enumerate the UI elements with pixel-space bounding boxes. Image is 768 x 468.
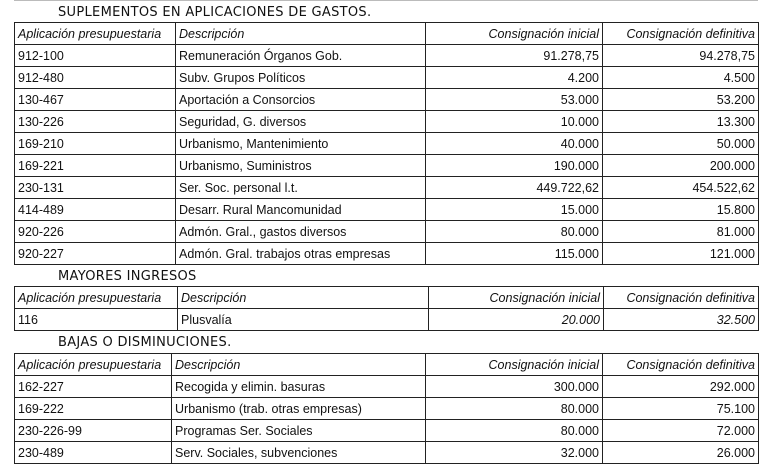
header-consignacion-inicial: Consignación inicial	[426, 23, 603, 45]
cell-aplicacion: 912-480	[15, 67, 176, 89]
cell-consignacion-inicial: 20.000	[429, 309, 604, 331]
cell-descripcion: Urbanismo (trab. otras empresas)	[172, 398, 426, 420]
cell-consignacion-definitiva: 81.000	[603, 221, 759, 243]
section-title-mayores-ingresos: MAYORES INGRESOS	[58, 269, 197, 284]
cell-consignacion-definitiva: 4.500	[603, 67, 759, 89]
cell-consignacion-definitiva: 75.100	[603, 398, 759, 420]
cell-aplicacion: 230-489	[15, 442, 172, 464]
cell-consignacion-definitiva: 15.800	[603, 199, 759, 221]
cell-descripcion: Aportación a Consorcios	[176, 89, 426, 111]
section-title-suplementos: SUPLEMENTOS EN APLICACIONES DE GASTOS.	[58, 5, 372, 20]
header-descripcion: Descripción	[172, 354, 426, 376]
cell-consignacion-definitiva: 13.300	[603, 111, 759, 133]
header-aplicacion: Aplicación presupuestaria	[15, 354, 172, 376]
table-row	[15, 420, 759, 442]
cell-consignacion-definitiva: 94.278,75	[603, 45, 759, 67]
table-mayores-ingresos	[14, 286, 759, 331]
cell-consignacion-definitiva: 53.200	[603, 89, 759, 111]
cell-descripcion: Recogida y elimin. basuras	[172, 376, 426, 398]
top-rule	[14, 0, 758, 1]
cell-descripcion: Admón. Gral. trabajos otras empresas	[176, 243, 426, 265]
cell-descripcion: Ser. Soc. personal l.t.	[176, 177, 426, 199]
cell-aplicacion: 230-226-99	[15, 420, 172, 442]
cell-aplicacion: 116	[15, 309, 178, 331]
cell-aplicacion: 414-489	[15, 199, 176, 221]
header-aplicacion: Aplicación presupuestaria	[15, 23, 176, 45]
table-row	[15, 243, 759, 265]
header-descripcion: Descripción	[178, 287, 429, 309]
table-row	[15, 111, 759, 133]
cell-aplicacion: 130-226	[15, 111, 176, 133]
cell-aplicacion: 162-227	[15, 376, 172, 398]
header-aplicacion: Aplicación presupuestaria	[15, 287, 178, 309]
header-consignacion-inicial: Consignación inicial	[426, 354, 603, 376]
cell-consignacion-definitiva: 50.000	[603, 133, 759, 155]
header-consignacion-definitiva: Consignación definitiva	[603, 354, 759, 376]
header-consignacion-inicial: Consignación inicial	[429, 287, 604, 309]
header-consignacion-definitiva: Consignación definitiva	[604, 287, 759, 309]
cell-consignacion-inicial: 115.000	[426, 243, 603, 265]
cell-consignacion-definitiva: 32.500	[604, 309, 759, 331]
cell-descripcion: Urbanismo, Suministros	[176, 155, 426, 177]
table-header-row	[15, 23, 759, 45]
cell-consignacion-inicial: 40.000	[426, 133, 603, 155]
cell-consignacion-definitiva: 26.000	[603, 442, 759, 464]
table-row	[15, 45, 759, 67]
table-row	[15, 133, 759, 155]
table-row	[15, 177, 759, 199]
table-row	[15, 199, 759, 221]
cell-consignacion-definitiva: 72.000	[603, 420, 759, 442]
section-title-bajas: BAJAS O DISMINUCIONES.	[58, 335, 232, 350]
table-bajas	[14, 353, 759, 464]
cell-consignacion-inicial: 4.200	[426, 67, 603, 89]
cell-aplicacion: 169-221	[15, 155, 176, 177]
cell-descripcion: Subv. Grupos Políticos	[176, 67, 426, 89]
cell-consignacion-inicial: 53.000	[426, 89, 603, 111]
cell-aplicacion: 230-131	[15, 177, 176, 199]
table-row	[15, 155, 759, 177]
cell-consignacion-inicial: 80.000	[426, 420, 603, 442]
cell-consignacion-definitiva: 121.000	[603, 243, 759, 265]
cell-aplicacion: 912-100	[15, 45, 176, 67]
cell-aplicacion: 169-210	[15, 133, 176, 155]
cell-descripcion: Admón. Gral., gastos diversos	[176, 221, 426, 243]
cell-consignacion-inicial: 15.000	[426, 199, 603, 221]
cell-consignacion-definitiva: 200.000	[603, 155, 759, 177]
cell-aplicacion: 130-467	[15, 89, 176, 111]
cell-descripcion: Seguridad, G. diversos	[176, 111, 426, 133]
cell-consignacion-inicial: 91.278,75	[426, 45, 603, 67]
cell-descripcion: Programas Ser. Sociales	[172, 420, 426, 442]
cell-consignacion-inicial: 190.000	[426, 155, 603, 177]
cell-aplicacion: 169-222	[15, 398, 172, 420]
table-row	[15, 398, 759, 420]
cell-consignacion-inicial: 449.722,62	[426, 177, 603, 199]
cell-consignacion-definitiva: 292.000	[603, 376, 759, 398]
cell-descripcion: Desarr. Rural Mancomunidad	[176, 199, 426, 221]
table-row	[15, 442, 759, 464]
cell-descripcion: Urbanismo, Mantenimiento	[176, 133, 426, 155]
cell-consignacion-definitiva: 454.522,62	[603, 177, 759, 199]
table-row	[15, 376, 759, 398]
table-row	[15, 309, 759, 331]
cell-consignacion-inicial: 10.000	[426, 111, 603, 133]
header-descripcion: Descripción	[176, 23, 426, 45]
table-header-row	[15, 287, 759, 309]
cell-aplicacion: 920-227	[15, 243, 176, 265]
header-consignacion-definitiva: Consignación definitiva	[603, 23, 759, 45]
table-row	[15, 67, 759, 89]
cell-consignacion-inicial: 300.000	[426, 376, 603, 398]
cell-descripcion: Serv. Sociales, subvenciones	[172, 442, 426, 464]
cell-consignacion-inicial: 80.000	[426, 221, 603, 243]
cell-aplicacion: 920-226	[15, 221, 176, 243]
cell-descripcion: Plusvalía	[178, 309, 429, 331]
cell-descripcion: Remuneración Órganos Gob.	[176, 45, 426, 67]
table-row	[15, 221, 759, 243]
table-row	[15, 89, 759, 111]
table-suplementos	[14, 22, 759, 265]
cell-consignacion-inicial: 32.000	[426, 442, 603, 464]
cell-consignacion-inicial: 80.000	[426, 398, 603, 420]
table-header-row	[15, 354, 759, 376]
